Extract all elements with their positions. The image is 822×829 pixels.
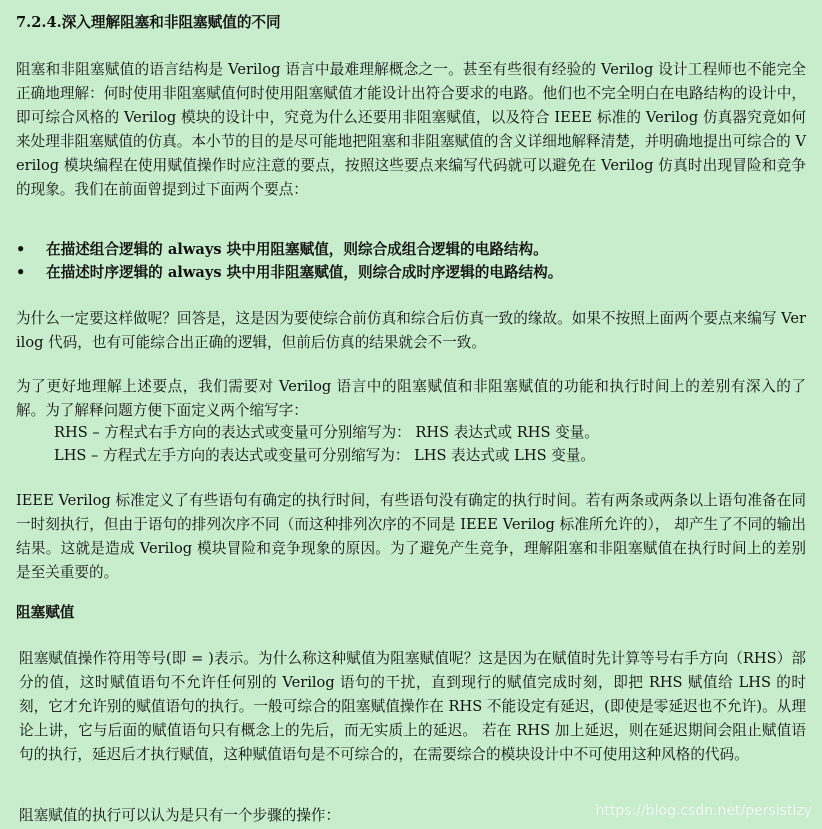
bullet-text: 在描述时序逻辑的 always 块中用非阻塞赋值，则综合成时序逻辑的电路结构。 <box>46 264 563 281</box>
bullet-text: 在描述组合逻辑的 always 块中用阻塞赋值，则综合成组合逻辑的电路结构。 <box>46 241 548 258</box>
rhs-definition: RHS – 方程式右手方向的表达式或变量可分别缩写为： RHS 表达式或 RHS 变量。 <box>54 424 599 441</box>
bullet-item-combinational <box>16 238 548 262</box>
subheading-blocking: 阻塞赋值 <box>16 604 75 621</box>
section-title: 7.2.4.深入理解阻塞和非阻塞赋值的不同 <box>16 14 281 31</box>
watermark-url: https://blog.csdn.net/persistlzy <box>595 803 812 819</box>
ieee-paragraph: IEEE Verilog 标准定义了有些语句有确定的执行时间，有些语句没有确定的执行时间。若有两条或两条以上语句准备在同一时刻执行，但由于语句的排列次序不同（而这种排列次序的不同是 IEEE Verilog 标准所允许的）， 却产生了不同的输出结果。这就是造成 Verilog 模块冒险和竞争现象的原因。为了避免产生竞争，理解阻塞和非阻塞赋值在执行时间上的差别是至关重要的。 <box>16 492 806 581</box>
understand-paragraph: 为了更好地理解上述要点，我们需要对 Verilog 语言中的阻塞赋值和非阻塞赋值的功能和执行时间上的差别有深入的了解。为了解释问题方便下面定义两个缩写字： <box>16 378 806 419</box>
lhs-definition: LHS – 方程式左手方向的表达式或变量可分别缩写为： LHS 表达式或 LHS 变量。 <box>54 447 596 464</box>
bullet-icon: • <box>16 241 26 258</box>
why-paragraph: 为什么一定要这样做呢？回答是，这是因为要使综合前仿真和综合后仿真一致的缘故。如果不按照上面两个要点来编写 Verilog 代码，也有可能综合出正确的逻辑，但前后仿真的结果就会不一致。 <box>16 310 806 351</box>
bullet-icon: • <box>16 264 26 281</box>
bullet-item-sequential <box>16 261 562 285</box>
blocking-description-paragraph: 阻塞赋值操作符用等号(即 = )表示。为什么称这种赋值为阻塞赋值呢？这是因为在赋值时先计算等号右手方向（RHS）部分的值，这时赋值语句不允许任何别的 Verilog 语句的干扰，直到现行的赋值完成时刻，即把 RHS 赋值给 LHS 的时刻，它才允许别的赋值语句的执行。一般可综合的阻塞赋值操作在 RHS 不能设定有延迟，(即使是零延迟也不允许)。从理论上讲，它与后面的赋值语句只有概念上的先后，而无实质上的延迟。 若在 RHS 加上延迟，则在延迟期间会阻止赋值语句的执行，延迟后才执行赋值，这种赋值语句是不可综合的，在需要综合的模块设计中不可使用这种风格的代码。 <box>19 650 806 763</box>
intro-paragraph: 阻塞和非阻塞赋值的语言结构是 Verilog 语言中最难理解概念之一。甚至有些很有经验的 Verilog 设计工程师也不能完全正确地理解：何时使用非阻塞赋值何时使用阻塞赋值才能设计出符合要求的电路。他们也不完全明白在电路结构的设计中，即可综合风格的 Verilog 模块的设计中，究竟为什么还要用非阻塞赋值，以及符合 IEEE 标准的 Verilog 仿真器究竟如何来处理非阻塞赋值的仿真。本小节的目的是尽可能地把阻塞和非阻塞赋值的含义详细地解释清楚，并明确地提出可综合的 Verilog 模块编程在使用赋值操作时应注意的要点，按照这些要点来编写代码就可以避免在 Verilog 仿真时出现冒险和竞争的现象。我们在前面曾提到过下面两个要点： <box>16 61 806 198</box>
blocking-execution-paragraph: 阻塞赋值的执行可以认为是只有一个步骤的操作： <box>19 807 341 824</box>
